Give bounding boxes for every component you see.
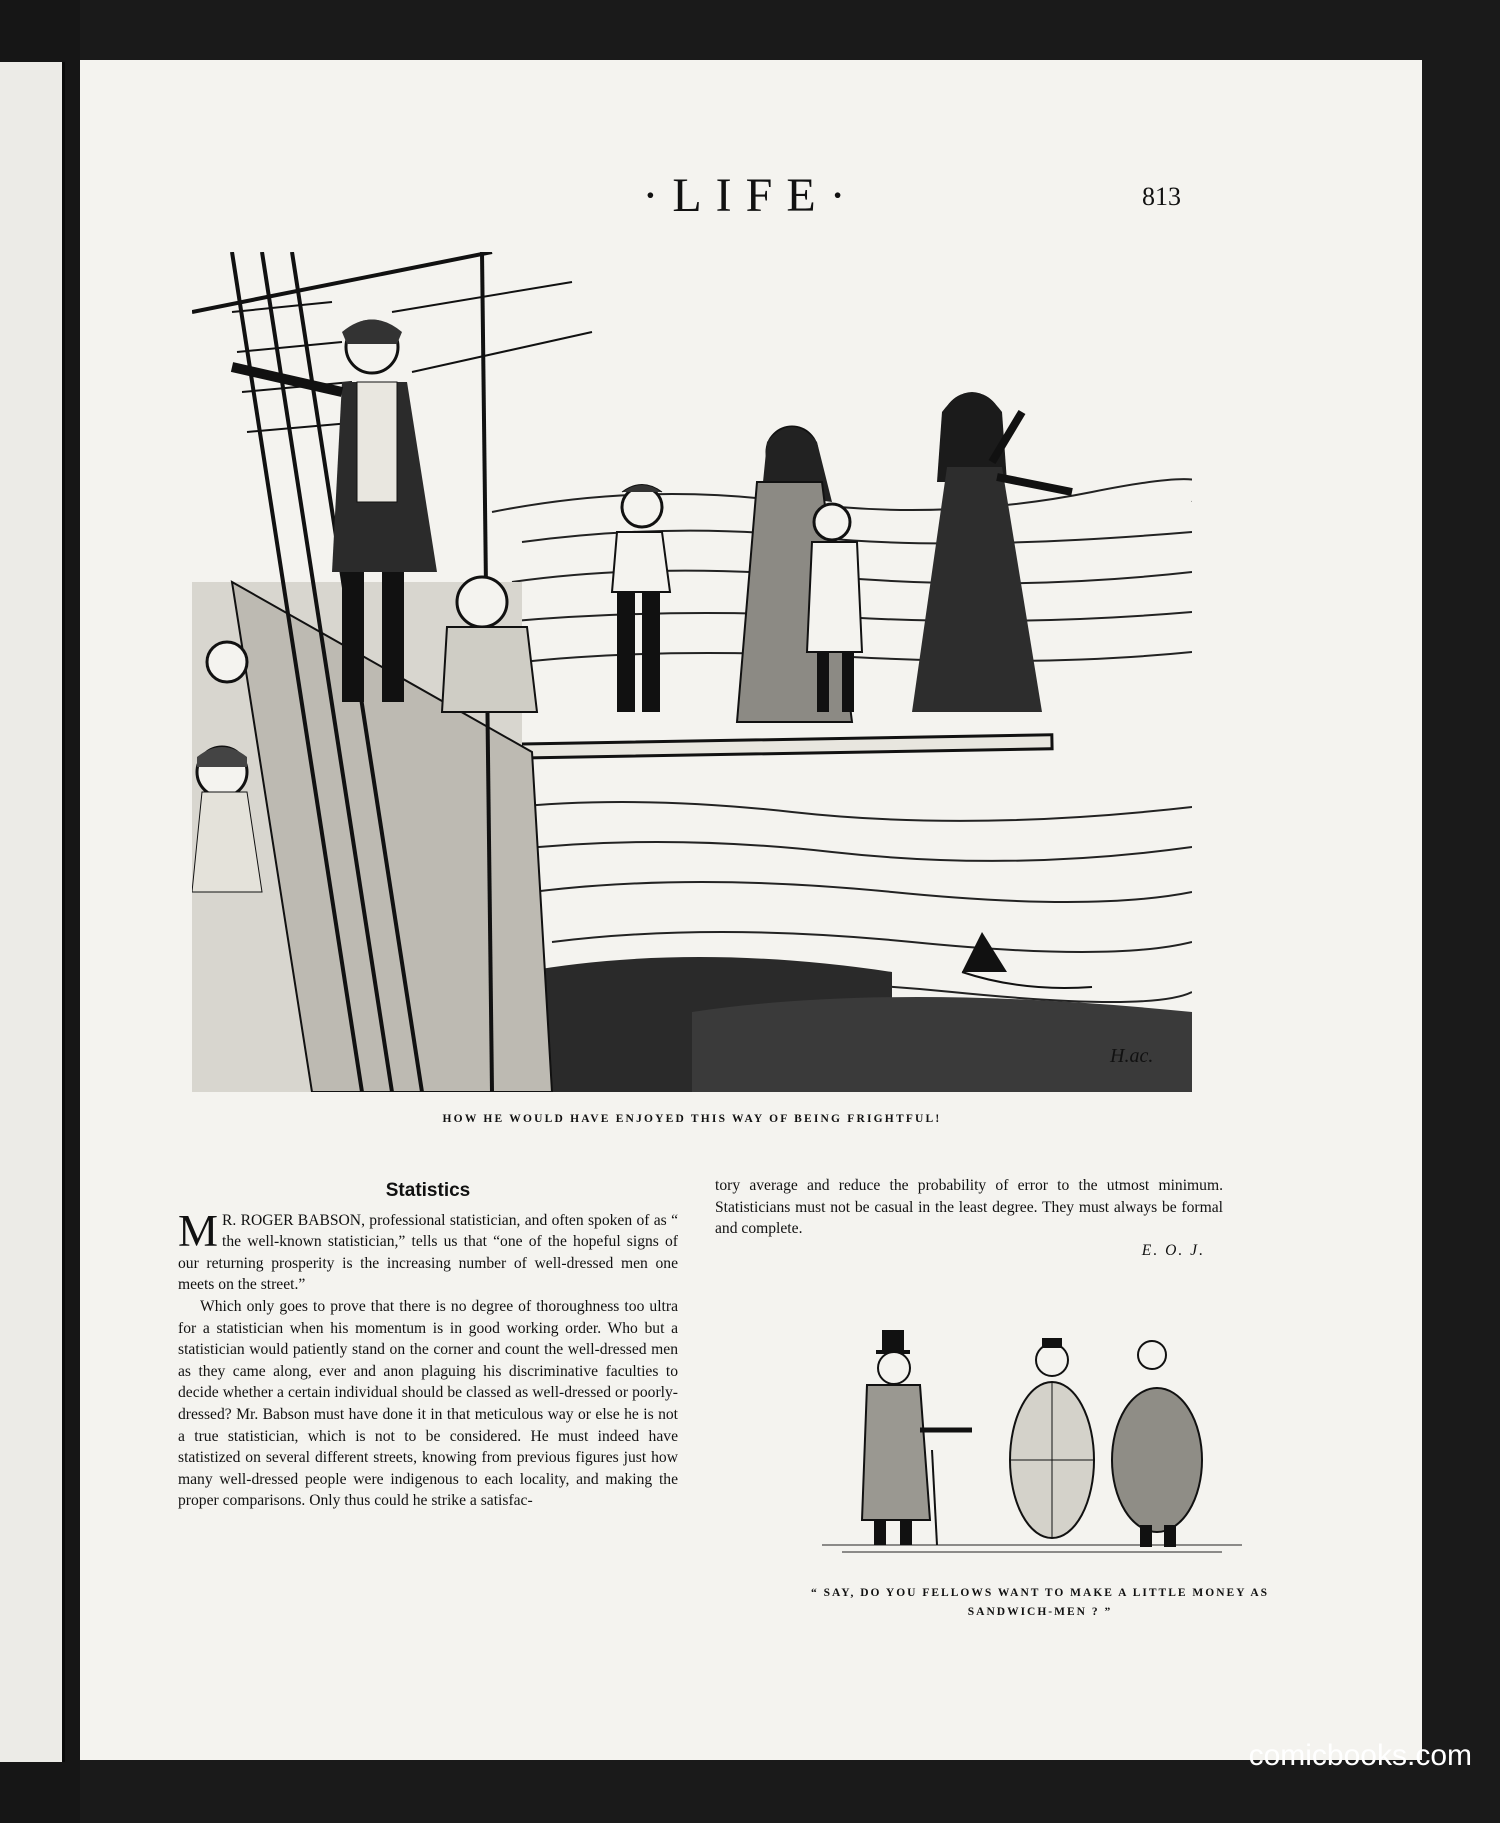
running-head: ·LIFE·: [642, 169, 860, 222]
illustration-caption: HOW HE WOULD HAVE ENJOYED THIS WAY OF BEING FRIGHTFUL!: [442, 1113, 942, 1125]
article-paragraph-1: [178, 1205, 678, 1296]
author-signature: E. O. J.: [1141, 1241, 1205, 1259]
magazine-page: [80, 60, 1422, 1760]
previous-page-edge: [0, 62, 65, 1762]
cartoon-caption: “ SAY, DO YOU FELLOWS WANT TO MAKE A LITTLE MONEY AS SANDWICH-MEN ? ”: [810, 1587, 1270, 1618]
turtle-cartoon: [822, 1320, 1242, 1570]
illustration-drawing: [192, 252, 1192, 1092]
turtle-cartoon-drawing: [822, 1320, 1242, 1570]
article-paragraph-2-continued: tory average and reduce the probability of error to the utmost minimum. Statisticians must not be casual in the least degree. They must always be formal and complete.: [715, 1177, 1223, 1238]
paragraph-1-text: R. ROGER BABSON, professional statistician, and often spoken of as “ the well-known statistician,” tells us that “one of the hopeful signs of our returning prosperity is the increasing number of well-dressed men one meets on the street.”: [178, 1211, 678, 1294]
article-right-column: [715, 1175, 1223, 1261]
drop-cap: M: [178, 1205, 219, 1256]
pirate-plank-illustration: [192, 252, 1192, 1092]
page-number: 813: [1142, 182, 1181, 211]
article-title: Statistics: [385, 1180, 471, 1201]
article-paragraph-2: Which only goes to prove that there is no degree of thoroughness too ultra for a statistician when his momentum is in good working order. Who but a statistician would patiently stand on the corner and count the well-dressed men as they came along, ever and anon plaguing his discriminative faculties to decide whether a certain individual should be classed as well-dressed or poorly-dressed? Mr. Babson must have done it in that meticulous way or else he is not a true statistician, which is not to be considered. He must indeed have statistized on several different streets, knowing from previous figures just how many well-dressed people were indigenous to each locality, and making the proper comparisons. Only thus could he strike a satisfac-: [178, 1297, 678, 1510]
article-left-column: [178, 1175, 678, 1512]
artist-signature: H.ac.: [1110, 1045, 1154, 1067]
watermark: comicbooks.com: [1248, 1739, 1472, 1772]
